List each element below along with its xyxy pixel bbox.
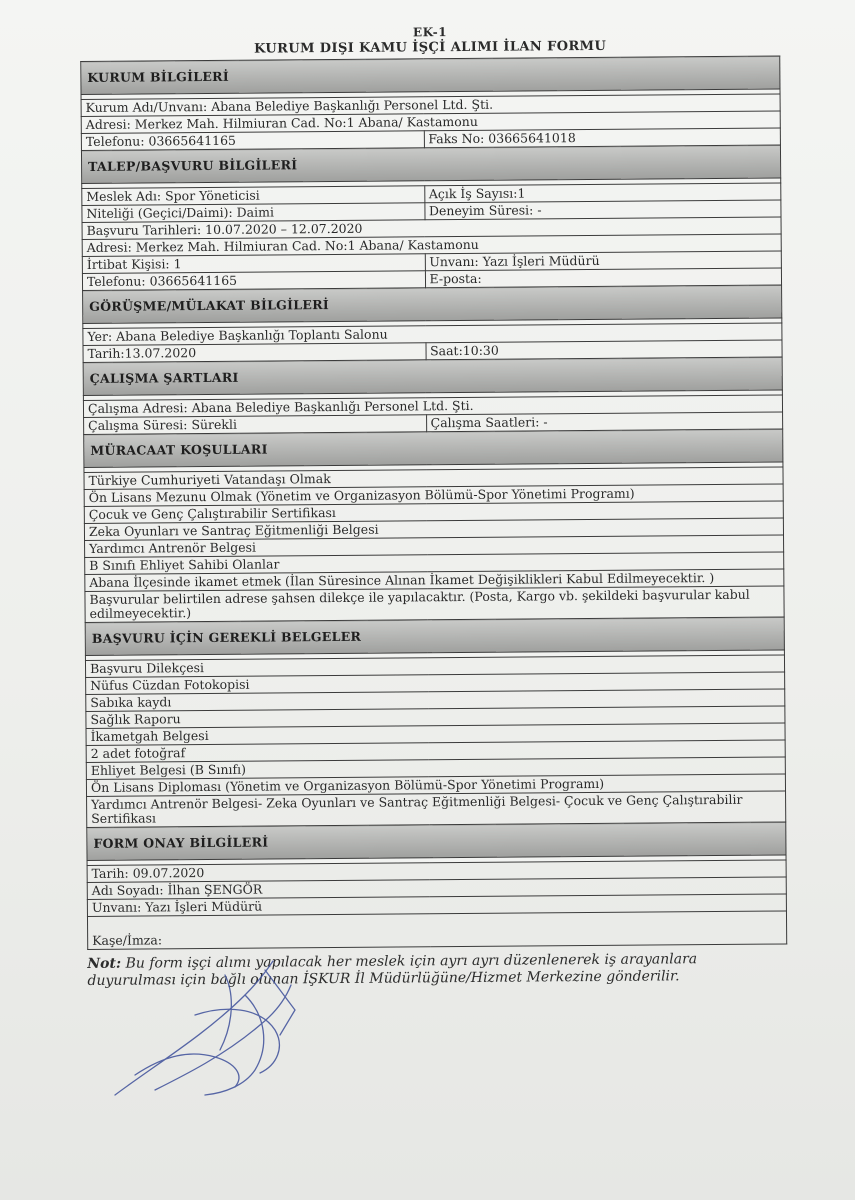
section-gorusme: GÖRÜŞME/MÜLAKAT BİLGİLERİ xyxy=(83,285,782,323)
footer-note xyxy=(87,950,787,989)
gorusme-tarih: Tarih:13.07.2020 xyxy=(83,343,426,363)
gorusme-yer: Yer: Abana Belediye Başkanlığı Toplantı Salonu xyxy=(83,323,782,345)
muracaat-item: Çocuk ve Genç Çalıştırabilir Sertifikası xyxy=(84,501,783,523)
belge-item: Sağlık Raporu xyxy=(86,706,785,728)
kurum-fax: Faks No: 03665641018 xyxy=(424,128,781,148)
section-calisma: ÇALIŞMA ŞARTLARI xyxy=(83,357,782,395)
talep-tarihler: Başvuru Tarihleri: 10.07.2020 – 12.07.2020 xyxy=(82,217,781,239)
kurum-phone: Telefonu: 03665641165 xyxy=(81,131,424,151)
talep-nitelik: Niteliği (Geçici/Daimi): Daimi xyxy=(82,203,425,223)
muracaat-item: Yardımcı Antrenör Belgesi xyxy=(85,535,784,557)
muracaat-item: Abana İlçesinde ikamet etmek (İlan Süresince Alınan İkamet Değişiklikleri Kabul Edilmeyecektir. ) xyxy=(85,569,784,591)
onay-ad: Adı Soyadı: İlhan ŞENGÖR xyxy=(87,877,786,899)
muracaat-item: Ön Lisans Mezunu Olmak (Yönetim ve Organizasyon Bölümü-Spor Yönetimi Programı) xyxy=(84,484,783,506)
onay-tarih: Tarih: 09.07.2020 xyxy=(87,860,786,882)
note-label: Not: xyxy=(87,955,122,972)
note-text: Bu form işçi alımı yapılacak her meslek için ayrı ayrı düzenlenerek iş arayanlara duyurulması için bağlı olunan İŞKUR İl Müdürlüğüne/Hizmet Merkezine gönderilir. xyxy=(87,951,698,989)
belge-item: Nüfus Cüzdan Fotokopisi xyxy=(86,672,785,694)
talep-deneyim: Deneyim Süresi: - xyxy=(424,200,781,220)
section-onay: FORM ONAY BİLGİLERİ xyxy=(87,822,786,860)
calisma-sure: Çalışma Süresi: Sürekli xyxy=(84,415,427,435)
belge-item: Başvuru Dilekçesi xyxy=(85,655,784,677)
announcement-form xyxy=(80,23,788,990)
belge-item: Yardımcı Antrenör Belgesi- Zeka Oyunları ve Santraç Eğitmenliği Belgesi- Çocuk ve Genç Çalıştırabilir Sertifikası xyxy=(87,791,786,827)
section-talep: TALEP/BAŞVURU BİLGİLERİ xyxy=(81,145,780,183)
onay-kase: Kaşe/İmza: xyxy=(87,911,786,949)
talep-acik-is: Açık İş Sayısı:1 xyxy=(424,183,781,203)
belge-item: 2 adet fotoğraf xyxy=(86,740,785,762)
onay-unvan: Unvanı: Yazı İşleri Müdürü xyxy=(87,894,786,916)
talep-unvan: Unvanı: Yazı İşleri Müdürü xyxy=(425,251,782,271)
belge-item: İkametgah Belgesi xyxy=(86,723,785,745)
talep-telefon: Telefonu: 03665641165 xyxy=(82,271,425,291)
talep-adres: Adresi: Merkez Mah. Hilmiuran Cad. No:1 Abana/ Kastamonu xyxy=(82,234,781,256)
gorusme-saat: Saat:10:30 xyxy=(425,340,782,360)
belge-item: Ön Lisans Diploması (Yönetim ve Organizasyon Bölümü-Spor Yönetimi Programı) xyxy=(86,774,785,796)
kurum-name: Kurum Adı/Unvanı: Abana Belediye Başkanlığı Personel Ltd. Şti. xyxy=(81,94,780,116)
talep-eposta: E-posta: xyxy=(425,268,782,288)
section-muracaat: MÜRACAAT KOŞULLARI xyxy=(84,429,783,467)
calisma-adres: Çalışma Adresi: Abana Belediye Başkanlığı Personel Ltd. Şti. xyxy=(83,395,782,417)
form-title: KURUM DIŞI KAMU İŞÇİ ALIMI İLAN FORMU xyxy=(254,38,607,57)
annex-code: EK-1 xyxy=(412,25,448,40)
talep-meslek: Meslek Adı: Spor Yöneticisi xyxy=(82,186,425,206)
section-belgeler: BAŞVURU İÇİN GEREKLİ BELGELER xyxy=(85,617,784,655)
calisma-saatler: Çalışma Saatleri: - xyxy=(426,412,783,432)
belge-item: Sabıka kaydı xyxy=(86,689,785,711)
form-table xyxy=(80,56,787,950)
muracaat-item: Zeka Oyunları ve Santraç Eğitmenliği Belgesi xyxy=(84,518,783,540)
talep-irtibat: İrtibat Kişisi: 1 xyxy=(82,254,425,274)
muracaat-item: B Sınıfı Ehliyet Sahibi Olanlar xyxy=(85,552,784,574)
kurum-address: Adresi: Merkez Mah. Hilmiuran Cad. No:1 Abana/ Kastamonu xyxy=(81,111,780,133)
muracaat-item: Türkiye Cumhuriyeti Vatandaşı Olmak xyxy=(84,467,783,489)
muracaat-item: Başvurular belirtilen adrese şahsen dilekçe ile yapılacaktır. (Posta, Kargo vb. şekildeki başvurular kabul edilmeyecektir.) xyxy=(85,586,784,622)
section-kurum: KURUM BİLGİLERİ xyxy=(81,56,780,94)
belge-item: Ehliyet Belgesi (B Sınıfı) xyxy=(86,757,785,779)
